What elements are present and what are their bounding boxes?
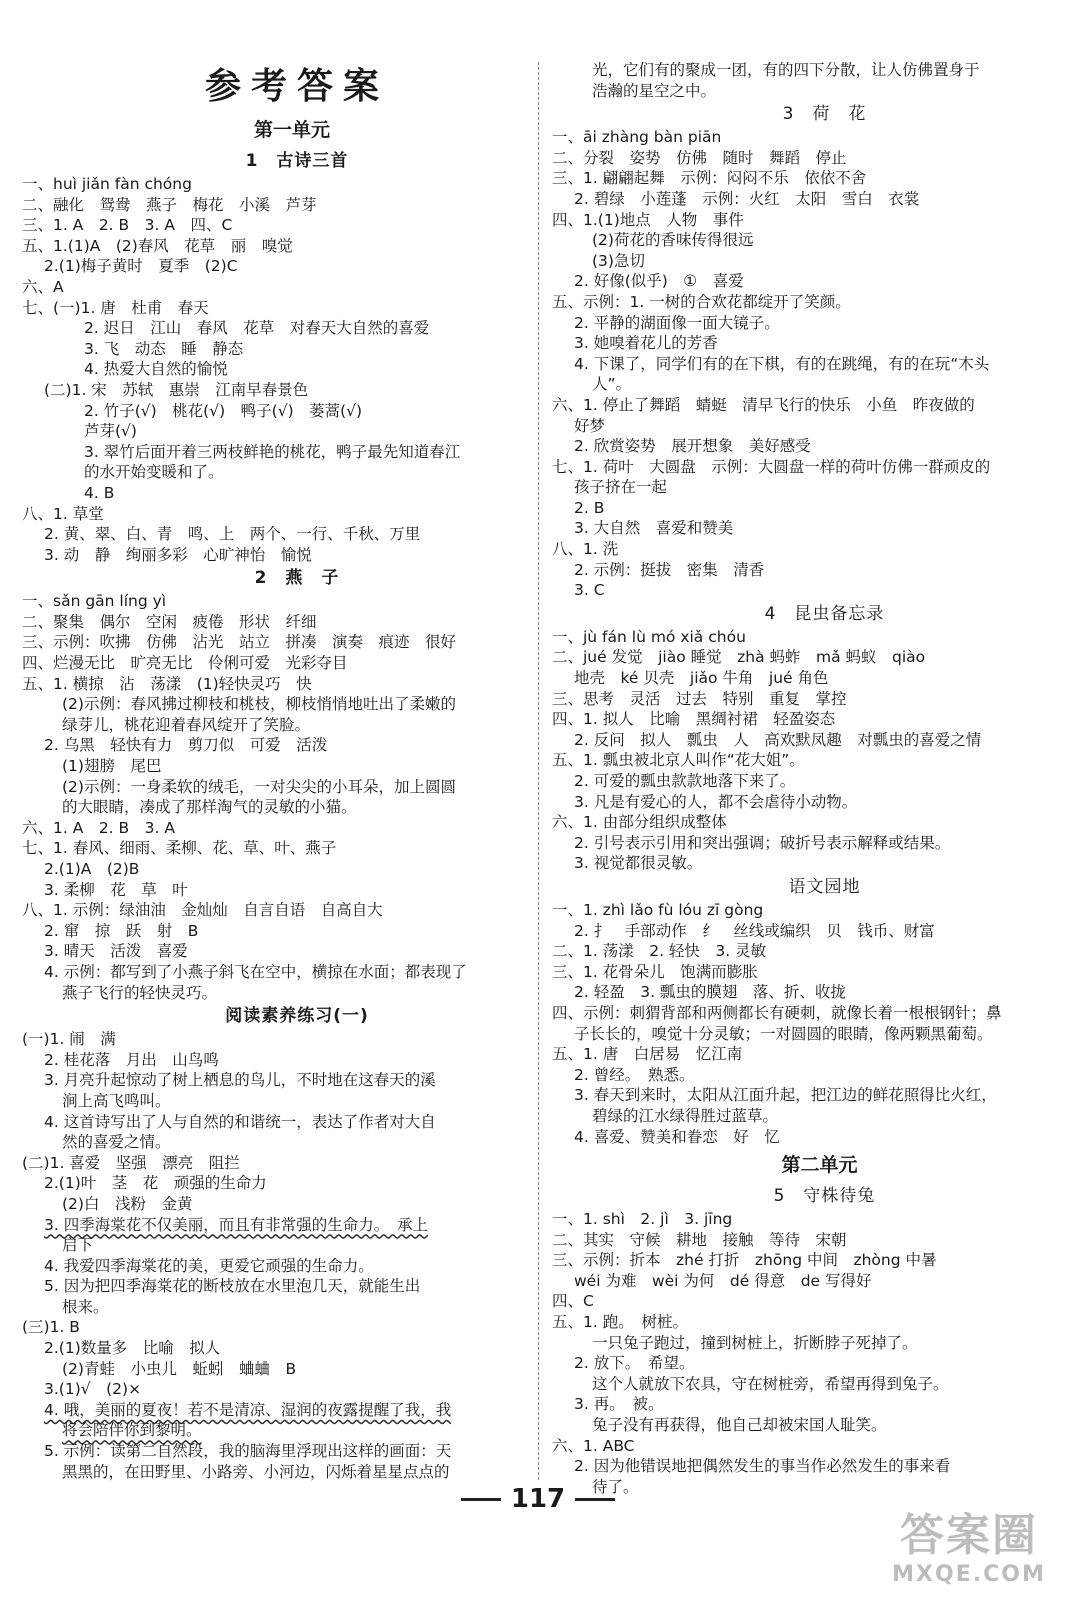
answer-line: (2)示例：春风拂过柳枝和桃枝，柳枝悄悄地吐出了柔嫩的 [62, 695, 456, 714]
answer-line: 六、1. 停止了舞蹈 蜻蜓 清早飞行的快乐 小鱼 昨夜做的 [552, 395, 975, 414]
answer-line: 2. 碧绿 小莲蓬 示例：火红 太阳 雪白 衣裳 [574, 189, 920, 208]
answer-line: 七、1. 春风、细雨、柔柳、花、草、叶、燕子 [22, 839, 337, 858]
answer-line: 一、huì jiǎn fàn chóng [22, 175, 192, 193]
answer-line: 2.(1)叶 茎 花 顽强的生命力 [44, 1174, 267, 1193]
answer-line: 5. 因为把四季海棠花的断枝放在水里泡几天，就能生出 [44, 1277, 421, 1296]
answer-line: 六、1. 由部分组织成整体 [552, 813, 727, 832]
section-heading: 阅读素养练习(一) [225, 1006, 369, 1027]
answer-line: 2. 引号表示引用和突出强调；破折号表示解释或结果。 [574, 833, 951, 852]
wavy-underlined-text: 4. 哦，美丽的夏夜！若不是清凉、湿润的夜露提醒了我，我 [44, 1400, 452, 1419]
answer-line: 六、A [22, 277, 64, 296]
answer-line: 2. B [574, 498, 605, 517]
answer-line: 三、思考 灵活 过去 特别 重复 掌控 [552, 689, 847, 708]
answer-line: 2. 窜 掠 跃 射 B [44, 921, 199, 940]
answer-line: 五、1. 唐 白居易 忆江南 [552, 1045, 743, 1064]
answer-line: 二、其实 守候 耕地 接触 等待 宋朝 [552, 1230, 847, 1249]
answer-line: (1)翅膀 尾巴 [62, 757, 162, 776]
section-heading: 4 昆虫备忘录 [764, 603, 885, 624]
answer-line: 四、烂漫无比 旷亮无比 伶俐可爱 光彩夺目 [22, 654, 348, 673]
answer-line: 2. 乌黑 轻快有力 剪刀似 可爱 活泼 [44, 736, 328, 755]
answer-line [22, 1400, 532, 1421]
answer-line: 的大眼睛，凑成了那样淘气的灵敏的小猫。 [62, 798, 357, 817]
answer-line: wéi 为难 wèi 为何 dé 得意 de 写得好 [574, 1271, 872, 1290]
left-column [22, 60, 532, 1482]
answer-line: 4. 我爱四季海棠花的美，更爱它顽强的生命力。 [44, 1256, 374, 1275]
answer-line: 4. 热爱大自然的愉悦 [84, 360, 228, 379]
answer-line: 孩子挤在一起 [574, 478, 668, 497]
answer-line: 绿芽儿，桃花迎着春风绽开了笑脸。 [62, 715, 311, 734]
answer-line: 芦芽(√) [84, 422, 137, 441]
watermark-url: MXQE.COM [892, 1562, 1046, 1587]
answer-line: 八、1. 示例：绿油油 金灿灿 自言自语 自高自大 [22, 901, 383, 920]
answer-line: 启下 [62, 1236, 94, 1255]
watermark-logo [884, 1510, 1054, 1590]
answer-line: 2. 迟日 江山 春风 花草 对春天大自然的喜爱 [84, 319, 430, 338]
answer-line: 六、1. A 2. B 3. A [22, 818, 175, 837]
answer-line: (2)荷花的香味传得很远 [592, 231, 754, 250]
answer-line: 3. 视觉都很灵敏。 [574, 854, 703, 873]
answer-line: 兔子没有再获得，他自己却被宋国人耻笑。 [592, 1416, 887, 1435]
answer-line: 2.(1)A (2)B [44, 860, 140, 878]
answer-line: 五、1.(1)A (2)春风 花草 丽 嗅觉 [22, 236, 293, 255]
answer-line: 二、jué 发觉 jiào 睡觉 zhà 蚂蚱 mǎ 蚂蚁 qiào [552, 648, 926, 667]
watermark-text: 答案圈 [900, 1510, 1038, 1561]
answer-line: 3. 她嗅着花儿的芳香 [574, 334, 718, 353]
answer-line: 2. 欣赏姿势 展开想象 美好感受 [574, 437, 811, 456]
answer-line: 光，它们有的聚成一团，有的四下分散，让人仿佛置身于 [592, 61, 980, 79]
answer-line: 浩瀚的星空之中。 [592, 81, 717, 100]
answer-line: 4. B [84, 483, 115, 502]
answer-line: 然的喜爱之情。 [62, 1133, 171, 1152]
section-heading: 3 荷 花 [782, 104, 867, 125]
answer-line: 二、1. 荡漾 2. 轻快 3. 灵敏 [552, 942, 767, 961]
answer-line: 四、C [552, 1292, 594, 1311]
answer-line: (2)示例：一身柔软的绒毛，一对尖尖的小耳朵，加上圆圆 [62, 777, 456, 796]
answer-line: (二)1. 喜爱 坚强 漂亮 阻拦 [22, 1153, 240, 1172]
answer-line: 4. 下课了，同学们有的在下棋，有的在跳绳，有的在玩“木头 [574, 354, 990, 373]
answer-line: 八、1. 洗 [552, 540, 619, 559]
answer-line: 2. 曾经。 熟悉。 [574, 1065, 695, 1084]
answer-line: 3. 月亮升起惊动了树上栖息的鸟儿，不时地在这春天的溪 [44, 1071, 436, 1090]
section-heading: 5 守株待兔 [773, 1186, 876, 1207]
answer-line: 3.(1)√ (2)× [44, 1380, 142, 1399]
answer-line: 四、示例：刺猬背部和两侧都长有硬刺，就像长着一根根钢针；鼻 [552, 1003, 1002, 1022]
answer-line: 三、1. A 2. B 3. A 四、C [22, 216, 233, 235]
answer-line: 2. 竹子(√) 桃花(√) 鸭子(√) 蒌蒿(√) [84, 401, 363, 420]
answer-line [22, 1215, 532, 1236]
answer-line: 2. 好像(似乎) ① 喜爱 [574, 272, 744, 291]
answer-line: 3. 晴天 活泼 喜爱 [44, 942, 188, 961]
answer-line: 三、示例：吹拂 仿佛 沾光 站立 拼凑 演奏 痕迹 很好 [22, 633, 457, 652]
answer-line: 四、1.(1)地点 人物 事件 [552, 210, 744, 229]
answer-line: 一、jù fán lù mó xiǎ chóu [552, 627, 746, 646]
answer-line: 2. 黄、翠、白、青 鸣、上 两个、一行、千秋、万里 [44, 525, 421, 544]
answer-line: (2)白 浅粉 金黄 [62, 1194, 193, 1213]
answer-line: 2.(1)梅子黄时 夏季 (2)C [44, 257, 238, 276]
answer-line: 地壳 ké 贝壳 jiǎo 牛角 jué 角色 [574, 669, 829, 688]
answer-line: 二、聚集 偶尔 空闲 疲倦 形状 纤细 [22, 612, 317, 631]
unit-heading: 第一单元 [253, 119, 330, 141]
answer-line: 3. 翠竹后面开着三两枝鲜艳的桃花，鸭子最先知道春江 [84, 442, 461, 461]
answer-line: 一、1. zhì lǎo fù lóu zī gòng [552, 900, 764, 919]
answer-line: 2. 因为他错误地把偶然发生的事当作必然发生的事来看 [574, 1457, 951, 1476]
answer-line: 3. 动 静 绚丽多彩 心旷神怡 愉悦 [44, 545, 312, 564]
column-divider [538, 62, 539, 1480]
answer-line: 涧上高飞鸣叫。 [62, 1091, 171, 1110]
answer-line: 3. C [574, 581, 605, 600]
answer-line: 黑黑的，在田野里、小路旁、小河边，闪烁着星星点点的 [62, 1462, 450, 1481]
answer-line: 一、āi zhàng bàn piān [552, 128, 722, 147]
answer-line: (二)1. 宋 苏轼 惠崇 江南早春景色 [44, 380, 309, 399]
answer-line: 3. 春天到来时，太阳从江面升起，把江边的鲜花照得比火红， [574, 1086, 997, 1105]
answer-line: 4. 示例：都写到了小燕子斜飞在空中，横掠在水面；都表现了 [44, 962, 467, 981]
answer-line: 一、1. shì 2. jì 3. jīng [552, 1210, 733, 1229]
answer-line: 2. 示例：挺拔 密集 清香 [574, 560, 765, 579]
answer-line: 五、1. 瓢虫被北京人叫作“花大姐”。 [552, 751, 805, 770]
answer-line: 八、1. 草堂 [22, 504, 104, 523]
section-heading: 2 燕 子 [254, 568, 340, 589]
answer-line: 2. 桂花落 月出 山鸟鸣 [44, 1050, 219, 1069]
answer-line: 3. 柔柳 花 草 叶 [44, 880, 188, 899]
answer-line: 待了。 [592, 1477, 639, 1496]
answer-line: 2.(1)数量多 比喻 拟人 [44, 1339, 221, 1358]
answer-line [22, 1420, 532, 1441]
answer-line: 4. 喜爱、赞美和眷恋 好 忆 [574, 1127, 780, 1146]
answer-line: 二、融化 鸳鸯 燕子 梅花 小溪 芦芽 [22, 195, 317, 214]
page-number-value: 117 [510, 1484, 566, 1514]
wavy-underlined-text: 3. 四季海棠花不仅美丽，而且有非常强的生命力。 承上 [44, 1215, 428, 1234]
answer-line: 一、sǎn gān líng yì [22, 592, 167, 611]
answer-line: 三、1. 花骨朵儿 饱满而膨胀 [552, 962, 758, 981]
answer-line: 3. 凡是有爱心的人，都不会虐待小动物。 [574, 792, 858, 811]
wavy-underlined-text: 将会陪伴你到黎明。 [62, 1421, 202, 1440]
answer-line: 二、分裂 姿势 仿佛 随时 舞蹈 停止 [552, 148, 847, 167]
answer-line: 3. 再。 被。 [574, 1395, 664, 1414]
answer-line: 2. 可爱的瓢虫款款地落下来了。 [574, 772, 796, 790]
answer-line: 五、1. 跑。 树桩。 [552, 1313, 688, 1332]
answer-line: 5. 示例：读第二自然段，我的脑海里浮现出这样的画面：天 [44, 1442, 452, 1461]
page-number-dash-left [461, 1498, 501, 1501]
answer-line: 五、1. 横掠 沾 荡漾 (1)轻快灵巧 快 [22, 674, 312, 693]
section-heading: 语文园地 [788, 876, 861, 897]
answer-line: 五、示例：1. 一树的合欢花都绽开了笑颜。 [552, 292, 851, 311]
answer-line: 2. 反问 拟人 瓢虫 人 高欢默凤趣 对瓢虫的喜爱之情 [574, 730, 982, 749]
answer-line: 3. 飞 动态 睡 静态 [84, 339, 244, 358]
answer-line: (一)1. 闹 满 [22, 1030, 116, 1049]
answer-line: 3. 大自然 喜爱和赞美 [574, 519, 734, 538]
answer-line: 2. 轻盈 3. 瓢虫的膜翅 落、折、收拢 [574, 983, 846, 1002]
answer-line: 三、1. 翩翩起舞 示例：闷闷不乐 依依不舍 [552, 169, 867, 188]
answer-line: 三、示例：折本 zhé 打折 zhōng 中间 zhòng 中暑 [552, 1251, 937, 1270]
unit-heading: 第二单元 [781, 1154, 858, 1177]
answer-line: 四、1. 拟人 比喻 黑绸衬裙 轻盈姿态 [552, 710, 836, 729]
answer-line: 2. 扌 手部动作 纟 丝线或编织 贝 钱币、财富 [574, 921, 935, 940]
answer-line: 2. 放下。 希望。 [574, 1354, 695, 1373]
right-column [552, 60, 1057, 1497]
answer-line: 七、1. 荷叶 大圆盘 示例：大圆盘一样的荷叶仿佛一群顽皮的 [552, 457, 991, 476]
answer-line: 一只兔子跑过，撞到树桩上，折断脖子死掉了。 [592, 1333, 918, 1352]
answer-line: 人”。 [592, 375, 632, 394]
answer-line: (2)青蛙 小虫儿 蚯蚓 蛐蛐 B [62, 1359, 297, 1378]
answer-line: 2. 平静的湖面像一面大镜子。 [574, 313, 780, 332]
answer-line: 的水开始变暖和了。 [84, 463, 224, 482]
answer-line: 燕子飞行的轻快灵巧。 [62, 983, 218, 1002]
answer-line: 这个人就放下农具，守在树桩旁，希望再得到兔子。 [592, 1374, 949, 1393]
answer-line: 六、1. ABC [552, 1436, 635, 1455]
section-heading: 1 古诗三首 [245, 151, 349, 171]
answer-line: 七、(一)1. 唐 杜甫 春天 [22, 298, 209, 317]
answer-line: 好梦 [574, 416, 606, 435]
page-title: 参考答案 [204, 65, 389, 107]
answer-line: 碧绿的江水绿得胜过蓝草。 [592, 1106, 779, 1125]
answer-line: (三)1. B [22, 1318, 80, 1337]
answer-line: 根来。 [62, 1297, 109, 1316]
page-number-dash-right [575, 1498, 615, 1501]
answer-line: 4. 这首诗写出了人与自然的和谐统一，表达了作者对大自 [44, 1112, 436, 1131]
answer-line: (3)急切 [592, 251, 645, 270]
answer-line: 子长长的，嗅觉十分灵敏；一对圆圆的眼睛，像两颗黑葡萄。 [574, 1024, 993, 1043]
